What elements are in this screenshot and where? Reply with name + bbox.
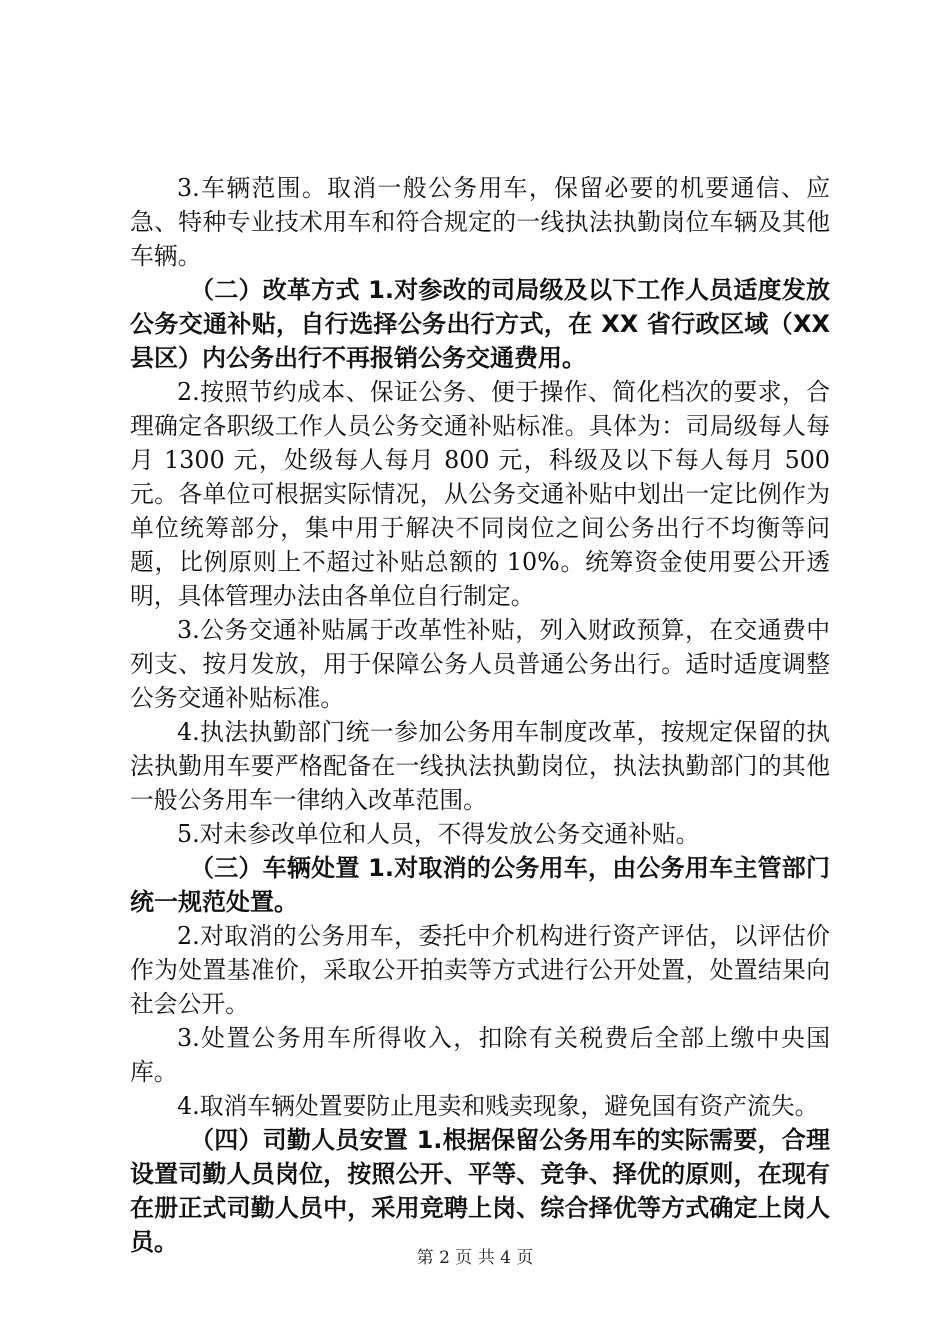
paragraph-subsidy-nature: 3.公务交通补贴属于改革性补贴，列入财政预算，在交通费中列支、按月发放，用于保障公务人员普通公务出行。适时适度调整公务交通补贴标准。 [130, 616, 830, 712]
paragraph-asset-evaluation: 2.对取消的公务用车，委托中介机构进行资产评估，以评估价作为处置基准价，采取公开拍卖等方式进行公开处置，处置结果向社会公开。 [130, 922, 830, 1018]
paragraph-vehicle-scope: 3.车辆范围。取消一般公务用车，保留必要的机要通信、应急、特种专业技术用车和符合规定的一线执法执勤岗位车辆及其他车辆。 [130, 174, 830, 270]
document-body [130, 171, 830, 1259]
paragraph-subsidy-standard: 2.按照节约成本、保证公务、便于操作、简化档次的要求，合理确定各职级工作人员公务交通补贴标准。具体为：司局级每人每月 1300 元，处级每人每月 800 元，科级及以下每人每月 500 元。各单位可根据实际情况，从公务交通补贴中划出一定比例作为单位统筹部分，集中用于解决不同岗位之间公务出行不均衡等问题，比例原则上不超过补贴总额的 10%。统筹资金使用要公开透明，具体管理办法由各单位自行制定。 [130, 378, 830, 610]
heading-reform-method: （二）改革方式 1.对参改的司局级及以下工作人员适度发放公务交通补贴，自行选择公务出行方式，在 XX 省行政区域（XX 县区）内公务出行不再报销公务交通费用。 [130, 276, 830, 372]
paragraph-law-enforcement: 4.执法执勤部门统一参加公务用车制度改革，按规定保留的执法执勤用车要严格配备在一线执法执勤岗位，执法执勤部门的其他一般公务用车一律纳入改革范围。 [130, 718, 830, 814]
paragraph-non-participants: 5.对未参改单位和人员，不得发放公务交通补贴。 [177, 820, 700, 848]
page-indicator: 第 2 页 共 4 页 [416, 1248, 534, 1268]
paragraph-prevent-loss: 4.取消车辆处置要防止甩卖和贱卖现象，避免国有资产流失。 [177, 1092, 819, 1120]
heading-vehicle-disposal: （三）车辆处置 1.对取消的公务用车，由公务用车主管部门统一规范处置。 [130, 854, 830, 916]
heading-driver-placement: （四）司勤人员安置 1.根据保留公务用车的实际需要，合理设置司勤人员岗位，按照公开、平等、竞争、择优的原则，在现有在册正式司勤人员中，采用竞聘上岗、综合择优等方式确定上岗人员。 [130, 1126, 830, 1256]
paragraph-disposal-income: 3.处置公务用车所得收入，扣除有关税费后全部上缴中央国库。 [130, 1024, 830, 1086]
